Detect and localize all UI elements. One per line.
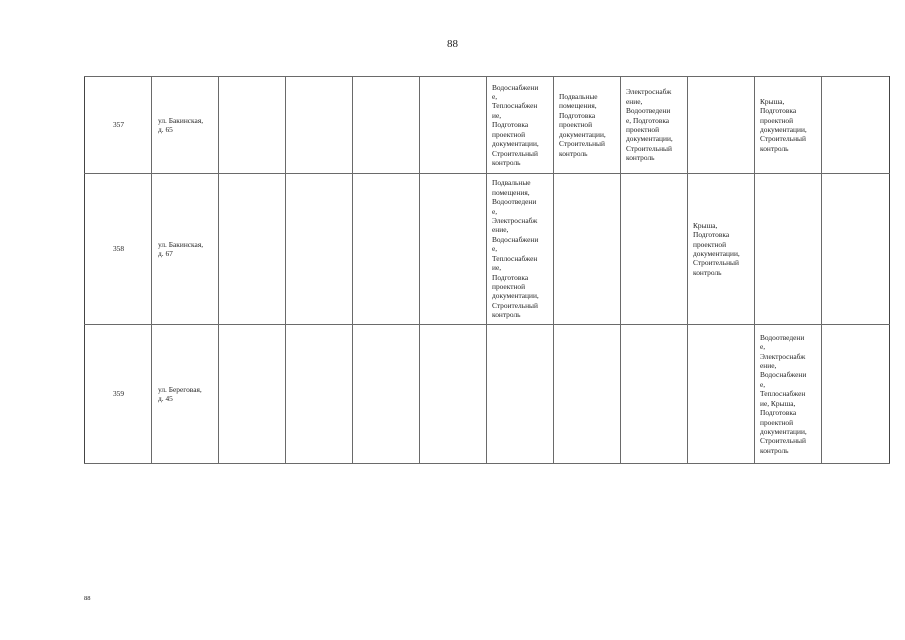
- work-type-cell: [688, 325, 755, 464]
- table-row: [85, 174, 890, 325]
- address-cell: [152, 174, 219, 325]
- work-type-cell: [219, 174, 286, 325]
- address-cell: [152, 77, 219, 174]
- work-type-text: Крыша, Подготовка проектной документации, Строительный контроль: [693, 220, 740, 277]
- work-type-cell: [822, 174, 890, 325]
- work-type-cell: [219, 325, 286, 464]
- work-type-text: Водоснабжени е, Теплоснабжен ие, Подготовка проектной документации, Строительный контроль: [492, 82, 539, 167]
- work-type-text: Подвальные помещения, Водоотведени е, Электроснабж ение, Водоснабжени е, Теплоснабжен ие, Подготовка проектной документации, Строительный контроль: [492, 178, 539, 320]
- work-type-text: Подвальные помещения, Подготовка проектной документации, Строительный контроль: [559, 92, 606, 158]
- work-type-cell: [755, 174, 822, 325]
- work-type-cell: [621, 325, 688, 464]
- works-table-container: [84, 76, 889, 464]
- work-type-cell: [554, 325, 621, 464]
- work-type-cell: [286, 325, 353, 464]
- work-type-cell: [554, 77, 621, 174]
- work-type-cell: [822, 325, 890, 464]
- work-type-cell: [353, 174, 420, 325]
- address-text: ул. Бакинская, д. 67: [158, 239, 204, 258]
- work-type-cell: [420, 77, 487, 174]
- work-type-text: Водоотведени е, Электроснабж ение, Водоснабжени е, Теплоснабжен ие, Крыша, Подготовка проектной документации, Строительный контроль: [760, 332, 807, 455]
- work-type-cell: [822, 77, 890, 174]
- work-type-cell: [755, 325, 822, 464]
- row-number-cell: 357: [85, 77, 152, 174]
- work-type-cell: [621, 77, 688, 174]
- address-text: ул. Береговая, д. 45: [158, 384, 202, 403]
- row-number-cell: 358: [85, 174, 152, 325]
- work-type-cell: [286, 174, 353, 325]
- work-type-cell: [420, 174, 487, 325]
- work-type-cell: [487, 174, 554, 325]
- work-type-cell: [420, 325, 487, 464]
- work-type-cell: [688, 77, 755, 174]
- work-type-cell: [755, 77, 822, 174]
- row-number-cell: 359: [85, 325, 152, 464]
- work-type-cell: [621, 174, 688, 325]
- works-table: [84, 76, 890, 464]
- page-number: 88: [447, 38, 458, 50]
- work-type-cell: [286, 77, 353, 174]
- address-text: ул. Бакинская, д. 65: [158, 115, 204, 134]
- table-row: [85, 77, 890, 174]
- work-type-cell: [353, 77, 420, 174]
- work-type-cell: [554, 174, 621, 325]
- table-row: [85, 325, 890, 464]
- work-type-cell: [487, 325, 554, 464]
- work-type-text: Электроснабж ение, Водоотведени е, Подготовка проектной документации, Строительный контроль: [626, 87, 673, 163]
- footer-mark: 88: [84, 595, 91, 602]
- work-type-cell: [487, 77, 554, 174]
- address-cell: [152, 325, 219, 464]
- work-type-text: Крыша, Подготовка проектной документации, Строительный контроль: [760, 96, 807, 153]
- work-type-cell: [688, 174, 755, 325]
- work-type-cell: [219, 77, 286, 174]
- work-type-cell: [353, 325, 420, 464]
